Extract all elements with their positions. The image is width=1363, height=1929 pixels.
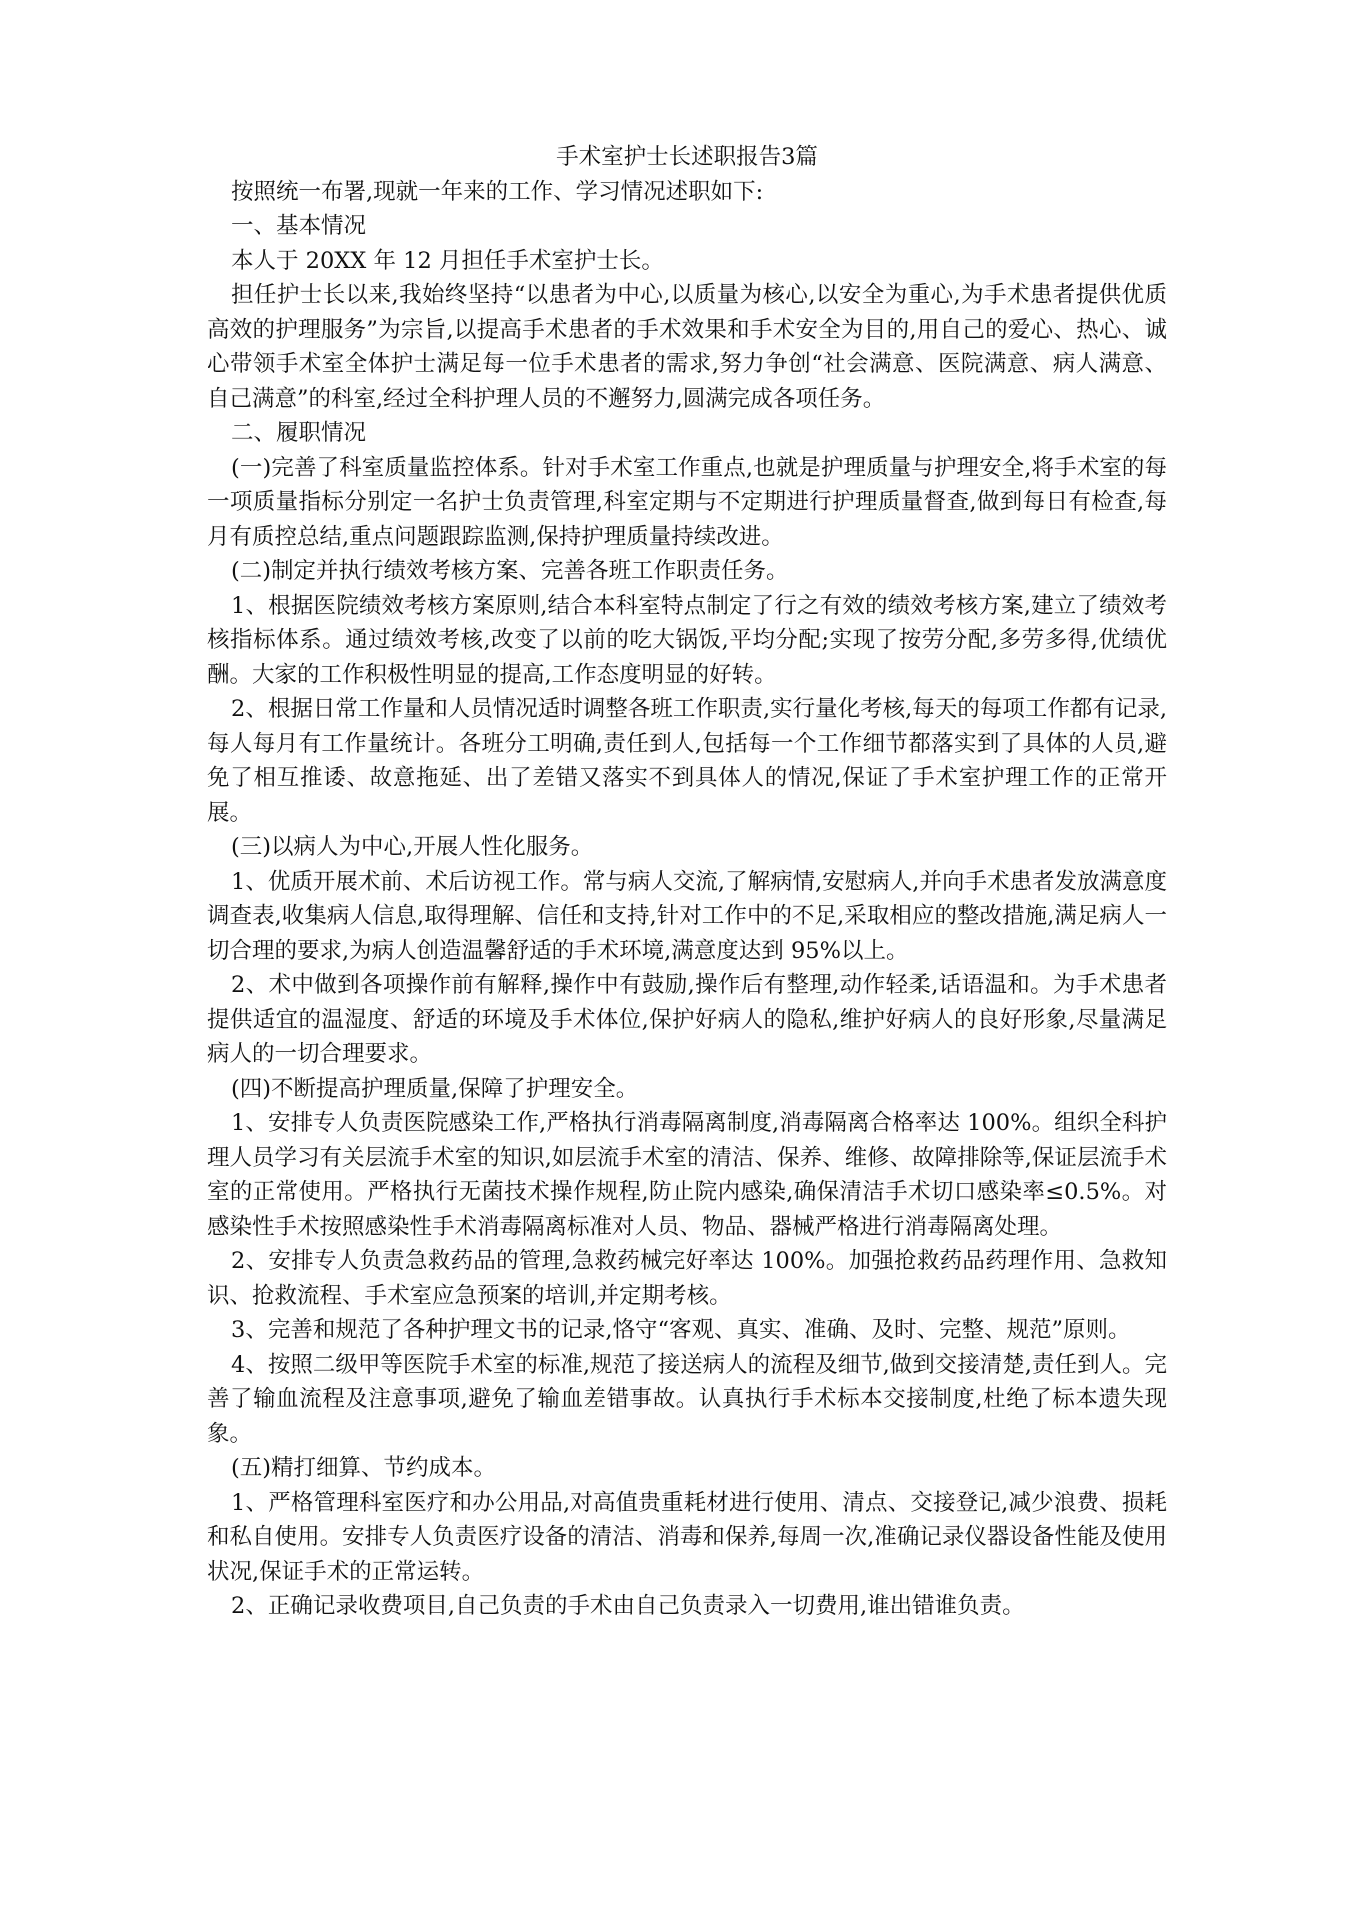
paragraph: 2、安排专人负责急救药品的管理,急救药械完好率达 100%。加强抢救药品药理作用、急救知识、抢救流程、手术室应急预案的培训,并定期考核。 — [207, 1248, 1167, 1309]
document-body — [207, 140, 1167, 1624]
paragraph: 1、根据医院绩效考核方案原则,结合本科室特点制定了行之有效的绩效考核方案,建立了绩效考核指标体系。通过绩效考核,改变了以前的吃大锅饭,平均分配;实现了按劳分配,多劳多得,优绩优酬。大家的工作积极性明显的提高,工作态度明显的好转。 — [207, 592, 1167, 688]
paragraph: 2、术中做到各项操作前有解释,操作中有鼓励,操作后有整理,动作轻柔,话语温和。为手术患者提供适宜的温湿度、舒适的环境及手术体位,保护好病人的隐私,维护好病人的良好形象,尽量满足病人的一切合理要求。 — [207, 972, 1167, 1067]
document-title: 手术室护士长述职报告3篇 — [556, 144, 818, 170]
paragraph: 1、优质开展术前、术后访视工作。常与病人交流,了解病情,安慰病人,并向手术患者发放满意度调查表,收集病人信息,取得理解、信任和支持,针对工作中的不足,采取相应的整改措施,满足病人一切合理的要求,为病人创造温馨舒适的手术环境,满意度达到 95%以上。 — [207, 868, 1167, 964]
paragraph: 4、按照二级甲等医院手术室的标准,规范了接送病人的流程及细节,做到交接清楚,责任到人。完善了输血流程及注意事项,避免了输血差错事故。认真执行手术标本交接制度,杜绝了标本遗失现象。 — [207, 1351, 1167, 1447]
section-heading-basic: 一、基本情况 — [231, 213, 367, 239]
paragraph: 本人于 20XX 年 12 月担任手术室护士长。 — [231, 247, 664, 274]
paragraph: 2、正确记录收费项目,自己负责的手术由自己负责录入一切费用,谁出错谁负责。 — [231, 1593, 1025, 1619]
paragraph: 1、严格管理科室医疗和办公用品,对高值贵重耗材进行使用、清点、交接登记,减少浪费、损耗和私自使用。安排专人负责医疗设备的清洁、消毒和保养,每周一次,准确记录仪器设备性能及使用状况,保证手术的正常运转。 — [207, 1489, 1167, 1585]
paragraph: 2、根据日常工作量和人员情况适时调整各班工作职责,实行量化考核,每天的每项工作都有记录,每人每月有工作量统计。各班分工明确,责任到人,包括每一个工作细节都落实到了具体的人员,避免了相互推诿、故意拖延、出了差错又落实不到具体人的情况,保证了手术室护理工作的正常开展。 — [207, 696, 1167, 826]
section-heading-duties: 二、履职情况 — [231, 420, 367, 446]
subsection-heading: (四)不断提高护理质量,保障了护理安全。 — [231, 1075, 639, 1102]
subsection-heading: (三)以病人为中心,开展人性化服务。 — [231, 834, 594, 860]
paragraph: 1、安排专人负责医院感染工作,严格执行消毒隔离制度,消毒隔离合格率达 100%。组织全科护理人员学习有关层流手术室的知识,如层流手术室的清洁、保养、维修、故障排除等,保证层流手术室的正常使用。严格执行无菌技术操作规程,防止院内感染,确保清洁手术切口感染率≤0.5%。对感染性手术按照感染性手术消毒隔离标准对人员、物品、器械严格进行消毒隔离处理。 — [207, 1110, 1167, 1240]
paragraph-intro: 按照统一布署,现就一年来的工作、学习情况述职如下: — [231, 178, 764, 205]
subsection-heading: (五)精打细算、节约成本。 — [231, 1455, 497, 1481]
paragraph: 3、完善和规范了各种护理文书的记录,恪守“客观、真实、准确、及时、完整、规范”原则。 — [231, 1317, 1131, 1343]
paragraph: 担任护士长以来,我始终坚持“以患者为中心,以质量为核心,以安全为重心,为手术患者提供优质高效的护理服务”为宗旨,以提高手术患者的手术效果和手术安全为目的,用自己的爱心、热心、诚心带领手术室全体护士满足每一位手术患者的需求,努力争创“社会满意、医院满意、病人满意、自己满意”的科室,经过全科护理人员的不邂努力,圆满完成各项任务。 — [207, 282, 1167, 412]
paragraph: (一)完善了科室质量监控体系。针对手术室工作重点,也就是护理质量与护理安全,将手术室的每一项质量指标分别定一名护士负责管理,科室定期与不定期进行护理质量督查,做到每日有检查,每月有质控总结,重点问题跟踪监测,保持护理质量持续改进。 — [207, 454, 1167, 550]
subsection-heading: (二)制定并执行绩效考核方案、完善各班工作职责任务。 — [231, 558, 789, 584]
